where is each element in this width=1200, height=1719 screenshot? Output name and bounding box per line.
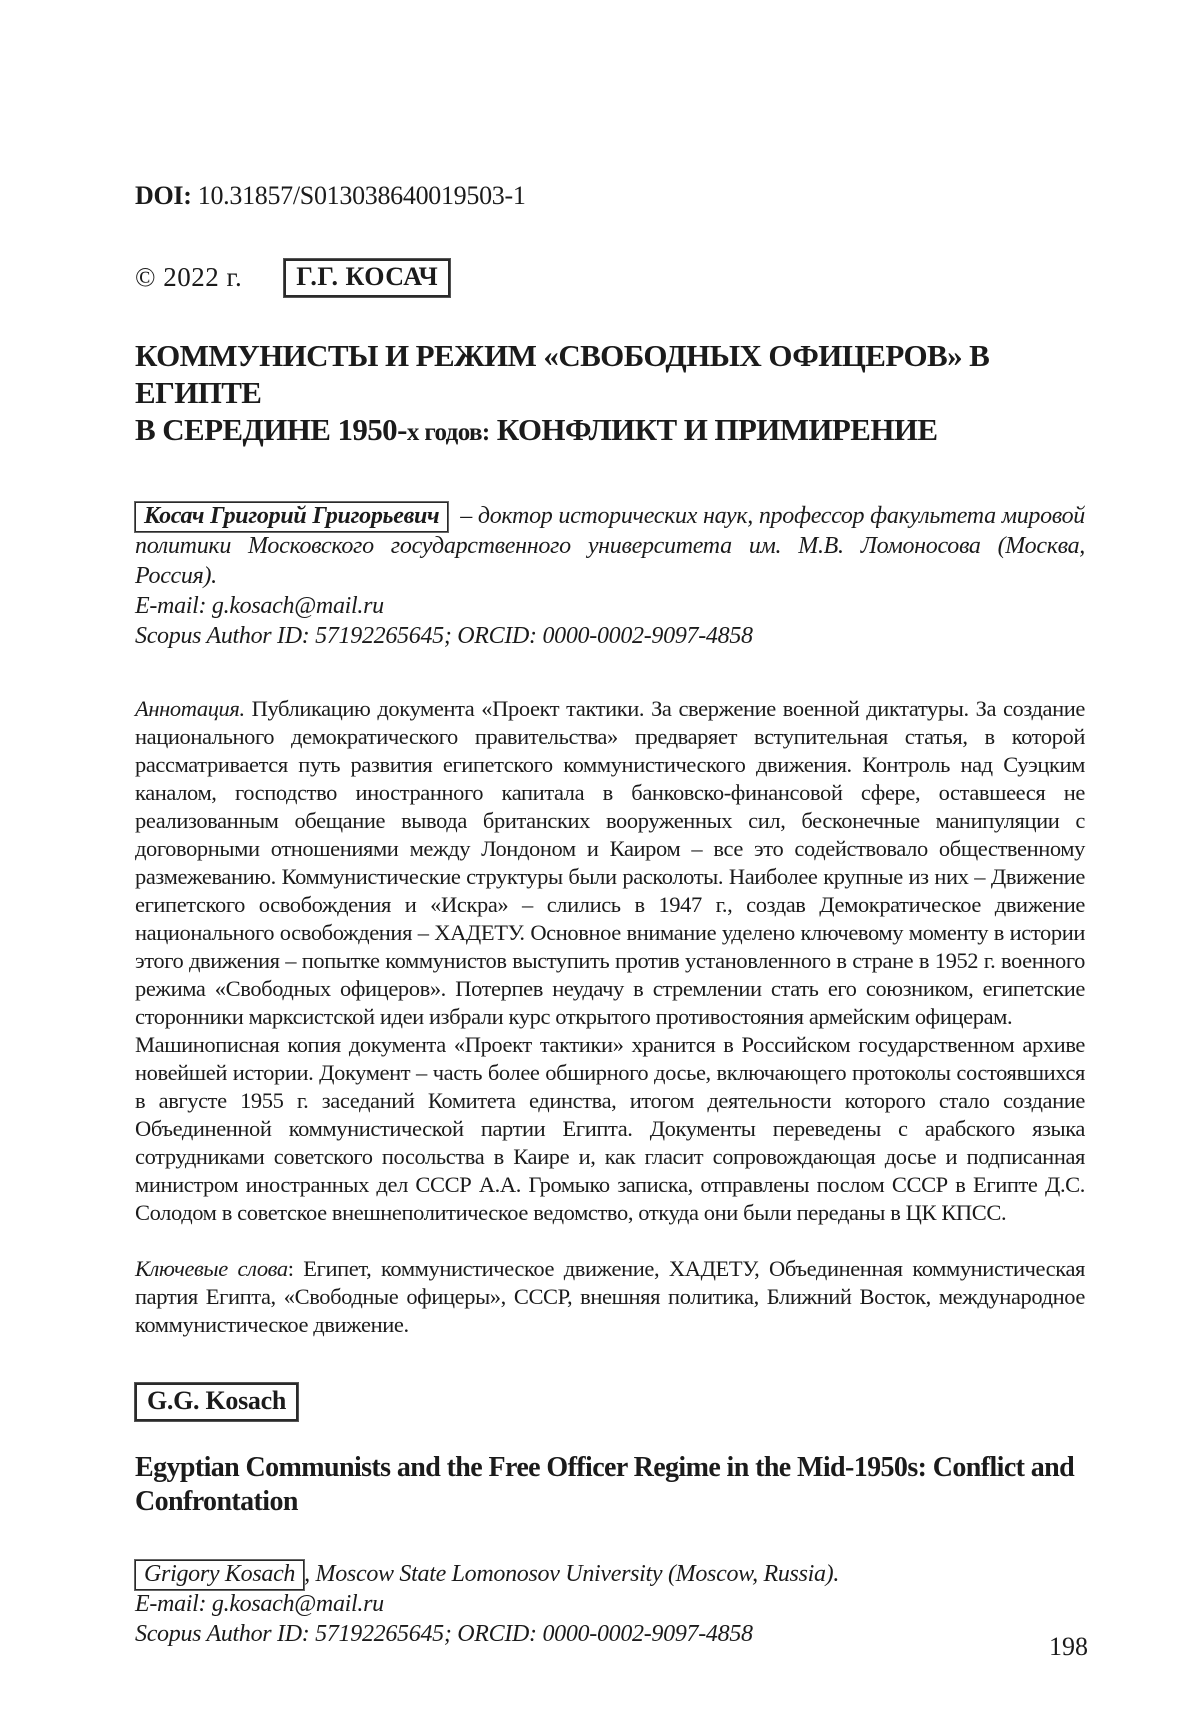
doi-value: 10.31857/S013038640019503-1 — [197, 181, 526, 210]
author-name-ru-caps-box: Г.Г. КОСАЧ — [284, 259, 450, 297]
title-ru-line-2-part-3: КОНФЛИКТ И ПРИМИРЕНИЕ — [489, 411, 938, 447]
page-content-column — [135, 0, 1085, 1649]
article-title-en — [135, 1451, 1085, 1519]
author-affiliation-en-line — [135, 1559, 1085, 1589]
article-title-ru — [135, 337, 1085, 451]
keywords-section — [135, 1255, 1085, 1339]
author-ids-en: Scopus Author ID: 57192265645; ORCID: 0000-0002-9097-4858 — [135, 1620, 753, 1647]
author-email-ru: E-mail: g.kosach@mail.ru — [135, 592, 384, 619]
title-ru-line-2-part-1: В СЕРЕДИНЕ 1950- — [135, 411, 407, 447]
copyright-row — [135, 259, 1085, 297]
doi-label: DOI: — [135, 181, 192, 210]
author-name-en-box-bold: G.G. Kosach — [135, 1383, 298, 1421]
author-en-caps-row — [135, 1383, 1085, 1421]
author-email-en: E-mail: g.kosach@mail.ru — [135, 1590, 384, 1617]
abstract-section — [135, 695, 1085, 1227]
title-en-line-2: Confrontation — [135, 1485, 298, 1517]
author-info-en — [135, 1559, 1085, 1649]
page-number: 198 — [1049, 1632, 1088, 1661]
keywords-label: Ключевые слова — [135, 1255, 288, 1281]
abstract-paragraph-2: Машинописная копия документа «Проект тактики» хранится в Российском государственном архиве новейшей истории. Документ – часть более обширного досье, включающего протоколы состоявшихся в августе 1955 г. заседаний Комитета единства, итогом деятельности которого стало создание Объединенной коммунистической партии Египта. Документы переведены с арабского языка сотрудниками советского посольства в Каире и, как гласит сопровождающая досье и подписанная министром иностранных дел СССР А.А. Громыко записка, отправлены послом СССР в Египте Д.С. Солодом в советское внешнеполитическое ведомство, откуда они были переданы в ЦК КПСС. — [135, 1031, 1085, 1225]
abstract-paragraph-1 — [135, 695, 1085, 1031]
doi-line — [135, 181, 1085, 211]
title-ru-line-2-part-2: х годов: — [406, 418, 490, 446]
author-affiliation-ru: – доктор исторических наук, профессор факультета мировой политики Московского государственного университета им. М.В. Ломоносова (Москва, Россия). — [135, 502, 1086, 589]
abstract-paragraph-1-text: Публикацию документа «Проект тактики. За свержение военной диктатуры. За создание национального демократического правительства» предваряет вступительная статья, в которой рассматривается путь развития египетского коммунистического движения. Контроль над Суэцким каналом, господство иностранного капитала в банковско-финансовой сфере, оставшееся не реализованным обещание вывода британских вооруженных сил, бесконечные манипуляции с договорными отношениями между Лондоном и Каиром – все это содействовало общественному размежеванию. Коммунистические структуры были расколоты. Наиболее крупные из них – Движение египетского освобождения и «Искра» – слились в 1947 г., создав Демократическое движение национального освобождения – ХАДЕТУ. Основное внимание уделено ключевому моменту в истории этого движения – попытке коммунистов выступить против установленного в стране в 1952 г. военного режима «Свободных офицеров». Потерпев неудачу в стремлении стать его союзником, египетские сторонники марксистской идеи избрали курс открытого противостояния армейским офицерам. — [135, 695, 1085, 1029]
author-affiliation-ru-paragraph — [135, 501, 1085, 591]
author-affiliation-en: , Moscow State Lomonosov University (Moscow, Russia). — [304, 1560, 840, 1587]
title-en-line-1: Egyptian Communists and the Free Officer Regime in the Mid-1950s: Conflict and — [135, 1451, 1075, 1483]
author-ids-ru: Scopus Author ID: 57192265645; ORCID: 0000-0002-9097-4858 — [135, 622, 753, 649]
abstract-label: Аннотация. — [135, 695, 245, 721]
author-name-ru-box: Косач Григорий Григорьевич — [135, 502, 448, 532]
copyright-text: © 2022 г. — [135, 262, 243, 293]
title-ru-line-1: КОММУНИСТЫ И РЕЖИМ «СВОБОДНЫХ ОФИЦЕРОВ» В ЕГИПТЕ — [135, 337, 990, 410]
author-info-ru — [135, 501, 1085, 651]
keywords-text: : Египет, коммунистическое движение, ХАДЕТУ, Объединенная коммунистическая партия Египта, «Свободные офицеры», СССР, внешняя политика, Ближний Восток, международное коммунистическое движение. — [135, 1255, 1085, 1337]
author-name-en-box: Grigory Kosach — [135, 1560, 304, 1590]
